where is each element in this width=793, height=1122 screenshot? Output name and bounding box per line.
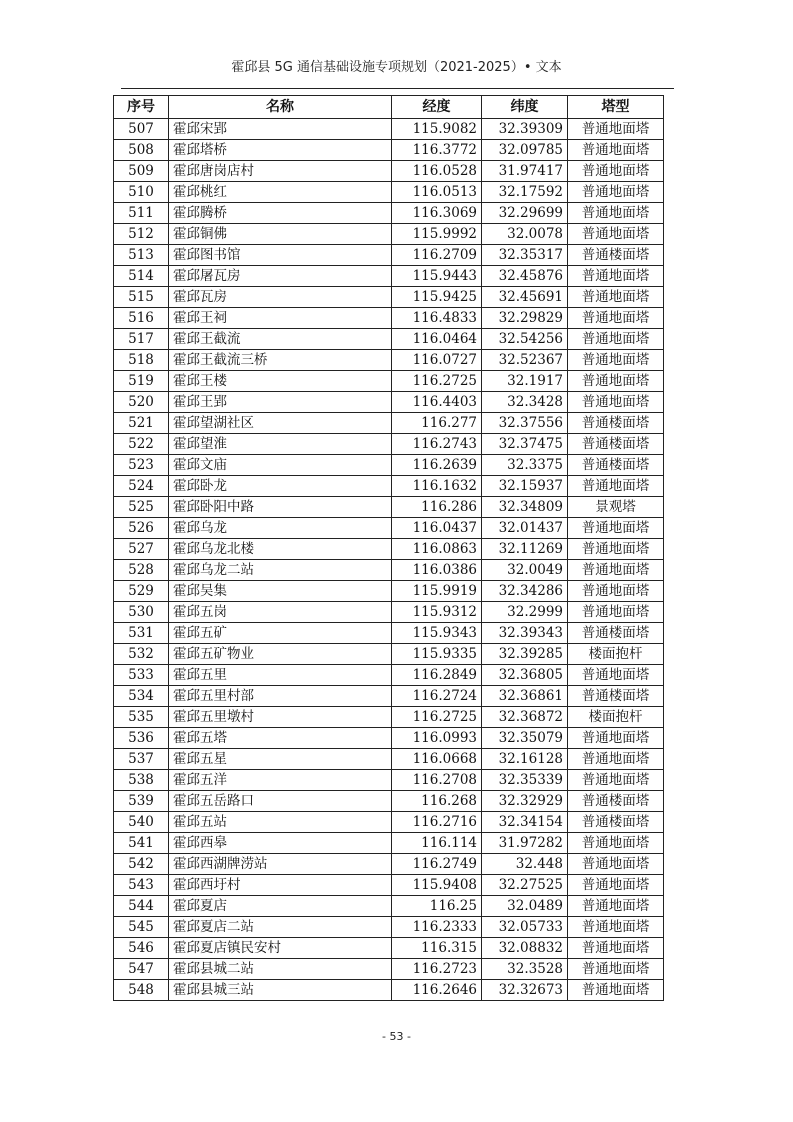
cell-name: 霍邱西皋 (169, 833, 392, 854)
cell-longitude: 116.0437 (392, 518, 482, 539)
cell-name: 霍邱望淮 (169, 434, 392, 455)
cell-longitude: 116.315 (392, 938, 482, 959)
cell-number: 541 (114, 833, 169, 854)
cell-number: 543 (114, 875, 169, 896)
cell-longitude: 115.9343 (392, 623, 482, 644)
cell-number: 547 (114, 959, 169, 980)
cell-longitude: 116.2639 (392, 455, 482, 476)
table-row (114, 245, 664, 266)
cell-tower-type: 普通地面塔 (568, 665, 664, 686)
table-row (114, 560, 664, 581)
table-row (114, 434, 664, 455)
cell-longitude: 116.277 (392, 413, 482, 434)
cell-latitude: 32.448 (482, 854, 568, 875)
table-body (114, 119, 664, 1001)
cell-longitude: 116.268 (392, 791, 482, 812)
cell-name: 霍邱瓦房 (169, 287, 392, 308)
cell-longitude: 116.2743 (392, 434, 482, 455)
cell-latitude: 32.09785 (482, 140, 568, 161)
table-row (114, 665, 664, 686)
cell-longitude: 115.9408 (392, 875, 482, 896)
cell-latitude: 32.39309 (482, 119, 568, 140)
cell-tower-type: 普通地面塔 (568, 161, 664, 182)
cell-name: 霍邱五星 (169, 749, 392, 770)
table-row (114, 917, 664, 938)
cell-name: 霍邱五矿 (169, 623, 392, 644)
cell-longitude: 116.2724 (392, 686, 482, 707)
cell-latitude: 32.35317 (482, 245, 568, 266)
table-row (114, 476, 664, 497)
cell-name: 霍邱铜佛 (169, 224, 392, 245)
cell-latitude: 32.37556 (482, 413, 568, 434)
table-row (114, 791, 664, 812)
cell-longitude: 116.2723 (392, 959, 482, 980)
cell-name: 霍邱屠瓦房 (169, 266, 392, 287)
cell-tower-type: 普通地面塔 (568, 602, 664, 623)
table-row (114, 896, 664, 917)
cell-longitude: 115.9919 (392, 581, 482, 602)
table-row (114, 623, 664, 644)
cell-number: 520 (114, 392, 169, 413)
header-divider (121, 88, 674, 89)
cell-tower-type: 楼面抱杆 (568, 644, 664, 665)
cell-longitude: 115.9082 (392, 119, 482, 140)
cell-tower-type: 普通楼面塔 (568, 455, 664, 476)
cell-longitude: 116.0863 (392, 539, 482, 560)
cell-longitude: 116.0386 (392, 560, 482, 581)
cell-tower-type: 普通地面塔 (568, 140, 664, 161)
cell-number: 523 (114, 455, 169, 476)
cell-number: 545 (114, 917, 169, 938)
cell-latitude: 32.34154 (482, 812, 568, 833)
cell-latitude: 32.11269 (482, 539, 568, 560)
cell-longitude: 116.3772 (392, 140, 482, 161)
cell-tower-type: 普通地面塔 (568, 182, 664, 203)
cell-tower-type: 普通楼面塔 (568, 434, 664, 455)
cell-longitude: 116.2716 (392, 812, 482, 833)
cell-name: 霍邱西圩村 (169, 875, 392, 896)
cell-number: 525 (114, 497, 169, 518)
cell-number: 537 (114, 749, 169, 770)
cell-latitude: 32.54256 (482, 329, 568, 350)
cell-latitude: 32.0049 (482, 560, 568, 581)
cell-longitude: 116.4403 (392, 392, 482, 413)
cell-number: 528 (114, 560, 169, 581)
cell-number: 544 (114, 896, 169, 917)
cell-latitude: 32.2999 (482, 602, 568, 623)
cell-longitude: 116.0464 (392, 329, 482, 350)
cell-tower-type: 普通地面塔 (568, 749, 664, 770)
cell-name: 霍邱吴集 (169, 581, 392, 602)
cell-number: 514 (114, 266, 169, 287)
table-row (114, 644, 664, 665)
cell-name: 霍邱夏店镇民安村 (169, 938, 392, 959)
cell-tower-type: 普通地面塔 (568, 329, 664, 350)
cell-latitude: 32.0489 (482, 896, 568, 917)
cell-name: 霍邱宋郢 (169, 119, 392, 140)
cell-tower-type: 普通楼面塔 (568, 812, 664, 833)
cell-latitude: 32.3375 (482, 455, 568, 476)
table-row (114, 812, 664, 833)
cell-latitude: 32.01437 (482, 518, 568, 539)
cell-tower-type: 普通楼面塔 (568, 245, 664, 266)
table-row (114, 938, 664, 959)
cell-latitude: 32.29829 (482, 308, 568, 329)
cell-longitude: 116.114 (392, 833, 482, 854)
page-number: - 53 - (382, 1030, 411, 1043)
cell-latitude: 32.16128 (482, 749, 568, 770)
cell-name: 霍邱王郢 (169, 392, 392, 413)
document-header-title: 霍邱县 5G 通信基础设施专项规划（2021-2025）• 文本 (231, 60, 562, 75)
cell-name: 霍邱卧龙 (169, 476, 392, 497)
cell-latitude: 32.39285 (482, 644, 568, 665)
cell-number: 530 (114, 602, 169, 623)
cell-tower-type: 普通地面塔 (568, 728, 664, 749)
table-row (114, 392, 664, 413)
cell-name: 霍邱夏店 (169, 896, 392, 917)
cell-number: 512 (114, 224, 169, 245)
cell-name: 霍邱桃红 (169, 182, 392, 203)
cell-name: 霍邱文庙 (169, 455, 392, 476)
table-row (114, 875, 664, 896)
cell-longitude: 116.0513 (392, 182, 482, 203)
table-row (114, 707, 664, 728)
cell-longitude: 116.25 (392, 896, 482, 917)
table-row (114, 161, 664, 182)
cell-number: 538 (114, 770, 169, 791)
cell-longitude: 116.4833 (392, 308, 482, 329)
cell-number: 515 (114, 287, 169, 308)
cell-latitude: 32.32929 (482, 791, 568, 812)
cell-number: 521 (114, 413, 169, 434)
cell-name: 霍邱图书馆 (169, 245, 392, 266)
cell-number: 546 (114, 938, 169, 959)
cell-name: 霍邱县城三站 (169, 980, 392, 1001)
cell-tower-type: 普通地面塔 (568, 392, 664, 413)
cell-number: 548 (114, 980, 169, 1001)
column-header-tower-type: 塔型 (568, 96, 664, 119)
cell-number: 524 (114, 476, 169, 497)
cell-tower-type: 普通地面塔 (568, 896, 664, 917)
cell-longitude: 115.9425 (392, 287, 482, 308)
cell-number: 540 (114, 812, 169, 833)
cell-number: 536 (114, 728, 169, 749)
table-row (114, 308, 664, 329)
cell-latitude: 32.37475 (482, 434, 568, 455)
cell-name: 霍邱王截流 (169, 329, 392, 350)
cell-latitude: 32.1917 (482, 371, 568, 392)
cell-name: 霍邱五站 (169, 812, 392, 833)
table-row (114, 749, 664, 770)
cell-latitude: 31.97282 (482, 833, 568, 854)
cell-longitude: 116.2725 (392, 707, 482, 728)
table-row (114, 203, 664, 224)
table-row (114, 329, 664, 350)
table-row (114, 980, 664, 1001)
table-row (114, 539, 664, 560)
cell-number: 533 (114, 665, 169, 686)
cell-number: 527 (114, 539, 169, 560)
cell-latitude: 32.27525 (482, 875, 568, 896)
cell-latitude: 32.36872 (482, 707, 568, 728)
cell-latitude: 32.0078 (482, 224, 568, 245)
table-row (114, 224, 664, 245)
cell-number: 535 (114, 707, 169, 728)
cell-name: 霍邱卧阳中路 (169, 497, 392, 518)
cell-tower-type: 普通地面塔 (568, 203, 664, 224)
table-row (114, 602, 664, 623)
cell-number: 519 (114, 371, 169, 392)
table-row (114, 581, 664, 602)
cell-number: 542 (114, 854, 169, 875)
table-row (114, 119, 664, 140)
cell-longitude: 115.9992 (392, 224, 482, 245)
cell-name: 霍邱五矿物业 (169, 644, 392, 665)
cell-latitude: 32.34809 (482, 497, 568, 518)
cell-latitude: 32.3428 (482, 392, 568, 413)
cell-latitude: 31.97417 (482, 161, 568, 182)
table-row (114, 266, 664, 287)
column-header-latitude: 纬度 (482, 96, 568, 119)
cell-number: 529 (114, 581, 169, 602)
cell-longitude: 116.1632 (392, 476, 482, 497)
cell-tower-type: 普通地面塔 (568, 224, 664, 245)
table-row (114, 455, 664, 476)
table-row (114, 140, 664, 161)
cell-tower-type: 普通地面塔 (568, 917, 664, 938)
cell-name: 霍邱西湖牌涝站 (169, 854, 392, 875)
cell-longitude: 116.2333 (392, 917, 482, 938)
cell-tower-type: 普通地面塔 (568, 539, 664, 560)
cell-name: 霍邱王截流三桥 (169, 350, 392, 371)
cell-longitude: 116.0668 (392, 749, 482, 770)
cell-latitude: 32.39343 (482, 623, 568, 644)
table-row (114, 959, 664, 980)
cell-name: 霍邱五里 (169, 665, 392, 686)
cell-number: 516 (114, 308, 169, 329)
column-header-longitude: 经度 (392, 96, 482, 119)
cell-tower-type: 普通地面塔 (568, 266, 664, 287)
cell-name: 霍邱夏店二站 (169, 917, 392, 938)
cell-longitude: 116.2708 (392, 770, 482, 791)
cell-longitude: 115.9335 (392, 644, 482, 665)
cell-latitude: 32.29699 (482, 203, 568, 224)
cell-latitude: 32.45876 (482, 266, 568, 287)
cell-tower-type: 普通地面塔 (568, 287, 664, 308)
cell-tower-type: 普通地面塔 (568, 980, 664, 1001)
cell-number: 522 (114, 434, 169, 455)
cell-tower-type: 普通地面塔 (568, 308, 664, 329)
cell-number: 539 (114, 791, 169, 812)
cell-latitude: 32.08832 (482, 938, 568, 959)
table-row (114, 350, 664, 371)
cell-number: 534 (114, 686, 169, 707)
cell-longitude: 116.2849 (392, 665, 482, 686)
table-row (114, 770, 664, 791)
cell-tower-type: 普通楼面塔 (568, 791, 664, 812)
cell-name: 霍邱望湖社区 (169, 413, 392, 434)
cell-latitude: 32.15937 (482, 476, 568, 497)
cell-latitude: 32.52367 (482, 350, 568, 371)
cell-tower-type: 普通地面塔 (568, 581, 664, 602)
cell-tower-type: 普通地面塔 (568, 959, 664, 980)
cell-tower-type: 普通地面塔 (568, 476, 664, 497)
table-row (114, 497, 664, 518)
cell-latitude: 32.05733 (482, 917, 568, 938)
cell-number: 510 (114, 182, 169, 203)
table-row (114, 371, 664, 392)
cell-latitude: 32.36861 (482, 686, 568, 707)
cell-name: 霍邱唐岗店村 (169, 161, 392, 182)
cell-latitude: 32.34286 (482, 581, 568, 602)
cell-number: 517 (114, 329, 169, 350)
cell-longitude: 116.0528 (392, 161, 482, 182)
cell-tower-type: 普通楼面塔 (568, 413, 664, 434)
cell-name: 霍邱乌龙二站 (169, 560, 392, 581)
cell-tower-type: 普通地面塔 (568, 560, 664, 581)
cell-longitude: 115.9443 (392, 266, 482, 287)
cell-tower-type: 景观塔 (568, 497, 664, 518)
cell-tower-type: 普通楼面塔 (568, 623, 664, 644)
cell-latitude: 32.35079 (482, 728, 568, 749)
cell-number: 526 (114, 518, 169, 539)
cell-latitude: 32.45691 (482, 287, 568, 308)
cell-name: 霍邱王楼 (169, 371, 392, 392)
cell-name: 霍邱县城二站 (169, 959, 392, 980)
table-row (114, 518, 664, 539)
cell-latitude: 32.3528 (482, 959, 568, 980)
cell-tower-type: 普通地面塔 (568, 518, 664, 539)
cell-tower-type: 普通地面塔 (568, 938, 664, 959)
cell-latitude: 32.35339 (482, 770, 568, 791)
cell-number: 513 (114, 245, 169, 266)
table-header (114, 96, 664, 119)
cell-name: 霍邱五里墩村 (169, 707, 392, 728)
cell-tower-type: 普通地面塔 (568, 119, 664, 140)
cell-name: 霍邱乌龙北楼 (169, 539, 392, 560)
cell-name: 霍邱五里村部 (169, 686, 392, 707)
column-header-name: 名称 (169, 96, 392, 119)
cell-name: 霍邱五岳路口 (169, 791, 392, 812)
base-station-table (113, 95, 664, 1001)
cell-name: 霍邱王祠 (169, 308, 392, 329)
cell-longitude: 116.0993 (392, 728, 482, 749)
cell-longitude: 116.2646 (392, 980, 482, 1001)
cell-name: 霍邱塔桥 (169, 140, 392, 161)
cell-longitude: 116.0727 (392, 350, 482, 371)
table-row (114, 182, 664, 203)
table-row (114, 833, 664, 854)
cell-longitude: 116.286 (392, 497, 482, 518)
table-row (114, 728, 664, 749)
cell-tower-type: 普通地面塔 (568, 833, 664, 854)
cell-latitude: 32.32673 (482, 980, 568, 1001)
cell-name: 霍邱五塔 (169, 728, 392, 749)
cell-tower-type: 普通地面塔 (568, 371, 664, 392)
header-row (114, 96, 664, 119)
cell-name: 霍邱五岗 (169, 602, 392, 623)
cell-tower-type: 普通地面塔 (568, 875, 664, 896)
column-header-number: 序号 (114, 96, 169, 119)
cell-longitude: 116.2725 (392, 371, 482, 392)
cell-number: 518 (114, 350, 169, 371)
table-row (114, 413, 664, 434)
cell-tower-type: 普通地面塔 (568, 350, 664, 371)
cell-number: 507 (114, 119, 169, 140)
table-row (114, 287, 664, 308)
cell-tower-type: 楼面抱杆 (568, 707, 664, 728)
cell-tower-type: 普通地面塔 (568, 854, 664, 875)
cell-longitude: 115.9312 (392, 602, 482, 623)
cell-longitude: 116.3069 (392, 203, 482, 224)
table-row (114, 854, 664, 875)
cell-number: 509 (114, 161, 169, 182)
cell-tower-type: 普通楼面塔 (568, 686, 664, 707)
cell-number: 532 (114, 644, 169, 665)
cell-number: 531 (114, 623, 169, 644)
cell-name: 霍邱腾桥 (169, 203, 392, 224)
table-row (114, 686, 664, 707)
cell-latitude: 32.17592 (482, 182, 568, 203)
cell-name: 霍邱五洋 (169, 770, 392, 791)
cell-tower-type: 普通地面塔 (568, 770, 664, 791)
cell-name: 霍邱乌龙 (169, 518, 392, 539)
cell-longitude: 116.2749 (392, 854, 482, 875)
cell-longitude: 116.2709 (392, 245, 482, 266)
cell-latitude: 32.36805 (482, 665, 568, 686)
cell-number: 508 (114, 140, 169, 161)
cell-number: 511 (114, 203, 169, 224)
